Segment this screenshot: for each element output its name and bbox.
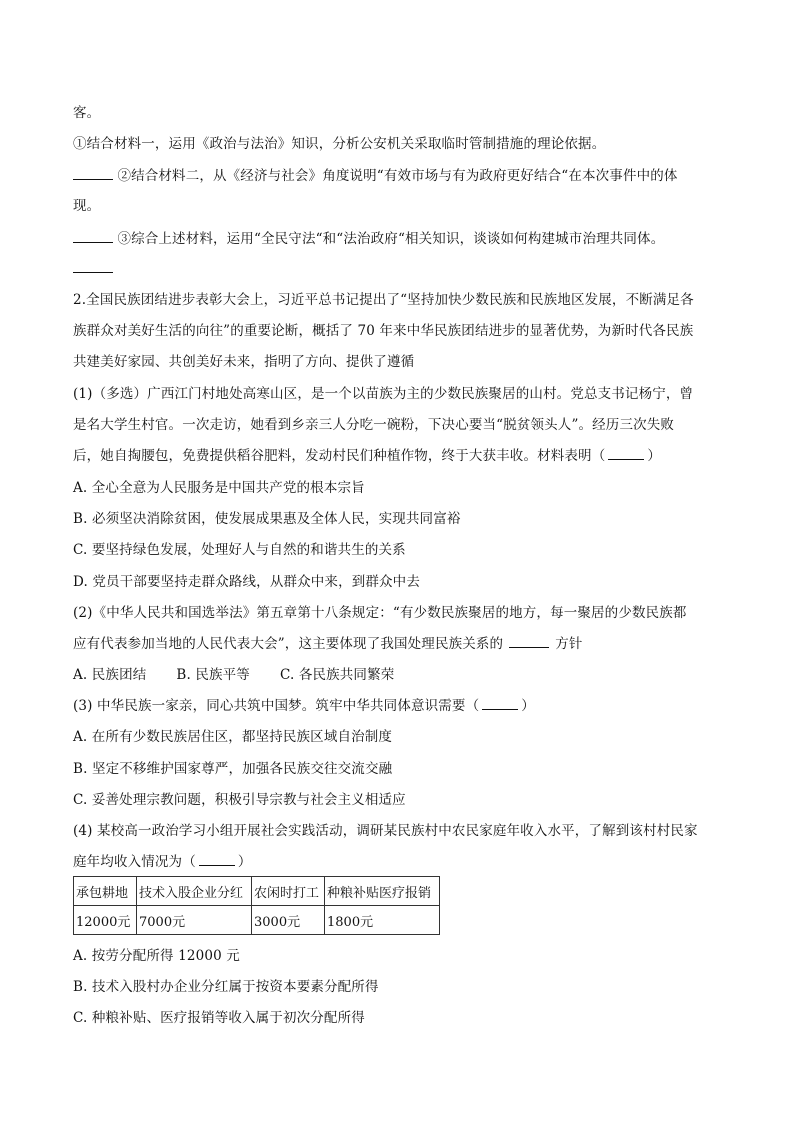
option-c: C. 各民族共同繁荣 [279,667,395,683]
subquestion-1 [73,446,661,466]
question-2-stem: 族群众对美好生活的向往”的重要论断，概括了 70 年来中华民族团结进步的显著优势，为新时代各民族 [73,323,694,339]
table-row [74,906,440,935]
subquestion-4 [73,852,252,872]
option-c: C. 要坚持绿色发展，处理好人与自然的和谐共生的关系 [73,542,406,558]
text-line: 客。 [73,105,101,121]
answer-blank [482,696,518,710]
text-line: 现。 [73,198,101,214]
option-c: C. 种粮补贴、医疗报销等收入属于初次分配所得 [73,1010,365,1026]
question-text: 应有代表参加当地的人民代表大会”，这主要体现了我国处理民族关系的 [73,636,504,652]
answer-blank [199,852,235,866]
question-text: (3) 中华民族一家亲，同心共筑中国梦。筑牢中华共同体意识需要（ [73,698,480,714]
question-text: ） [237,854,252,870]
table-cell: 1800元 [325,906,440,935]
subquestion-2: (2)《中华人民共和国选举法》第五章第十八条规定：“有少数民族聚居的地方，每一聚居的少数民族都 [73,605,687,621]
table-header-cell: 种粮补贴医疗报销 [325,877,440,906]
option-b: B. 坚定不移维护国家尊严，加强各民族交往交流交融 [73,761,393,777]
table-header-cell: 技术入股企业分红 [137,877,252,906]
question-1-subpart-3 [73,228,664,249]
subquestion-2 [73,634,583,654]
income-table [73,876,440,935]
table-cell: 7000元 [137,906,252,935]
question-text: ②结合材料二，从《经济与社会》角度说明“有效市场与有为政府更好结合“在本次事件中的体 [117,168,678,184]
question-2-stem: 2.全国民族团结进步表彰大会上，习近平总书记提出了“坚持加快少数民族和民族地区发展，不断满足各 [73,292,694,308]
answer-blank [608,446,644,460]
answer-blank [73,258,113,273]
option-a: A. 全心全意为人民服务是中国共产党的根本宗旨 [73,480,365,496]
option-a: A. 民族团结 [73,667,147,683]
question-text: ） [521,698,535,714]
question-text: 方针 [555,636,583,652]
option-b: B. 必须坚决消除贫困，使发展成果惠及全体人民，实现共同富裕 [73,511,461,527]
option-d: D. 党员干部要坚持走群众路线，从群众中来，到群众中去 [73,574,420,590]
option-row [73,665,394,685]
question-text: 后，她自掏腰包，免费提供稻谷肥料，发动村民们种植作物，终于大获丰收。材料表明（ [73,448,606,464]
table-cell: 12000元 [74,906,137,935]
option-b: B. 民族平等 [176,667,250,683]
question-1-subpart-1: ①结合材料一，运用《政治与法治》知识，分析公安机关采取临时管制措施的理论依据。 [73,136,606,152]
table-header-cell: 农闲时打工 [252,877,325,906]
answer-blank [509,634,549,648]
question-2-stem: 共建美好家园、共创美好未来，指明了方向、提供了遵循 [73,354,415,370]
answer-blank [73,165,113,180]
question-text: 庭年均收入情况为（ [73,854,196,870]
answer-blank [73,228,113,243]
option-a: A. 按劳分配所得 12000 元 [73,948,240,964]
question-text: ③综合上述材料，运用“全民守法“和“法治政府“相关知识，谈谈如何构建城市治理共同体。 [117,231,665,247]
answer-blank-line [73,258,113,279]
subquestion-4: (4) 某校高一政治学习小组开展社会实践活动，调研某民族村中农民家庭年收入水平，了解到该村村民家 [73,823,698,839]
table-cell: 3000元 [252,906,325,935]
table-header-row [74,877,440,906]
question-1-subpart-2 [73,165,678,186]
option-a: A. 在所有少数民族居住区，都坚持民族区域自治制度 [73,729,393,745]
option-c: C. 妥善处理宗教问题，积极引导宗教与社会主义相适应 [73,792,406,808]
subquestion-1: (1)（多选）广西江门村地处高寒山区，是一个以苗族为主的少数民族聚居的山村。党总支书记杨宁，曾 [73,386,694,402]
option-b: B. 技术入股村办企业分红属于按资本要素分配所得 [73,979,379,995]
subquestion-3 [73,696,535,716]
table-header-cell: 承包耕地 [74,877,137,906]
subquestion-1: 是名大学生村官。一次走访，她看到乡亲三人分吃一碗粉，下决心要当“脱贫领头人”。经历三次失败 [73,417,675,433]
question-text: ） [647,448,662,464]
